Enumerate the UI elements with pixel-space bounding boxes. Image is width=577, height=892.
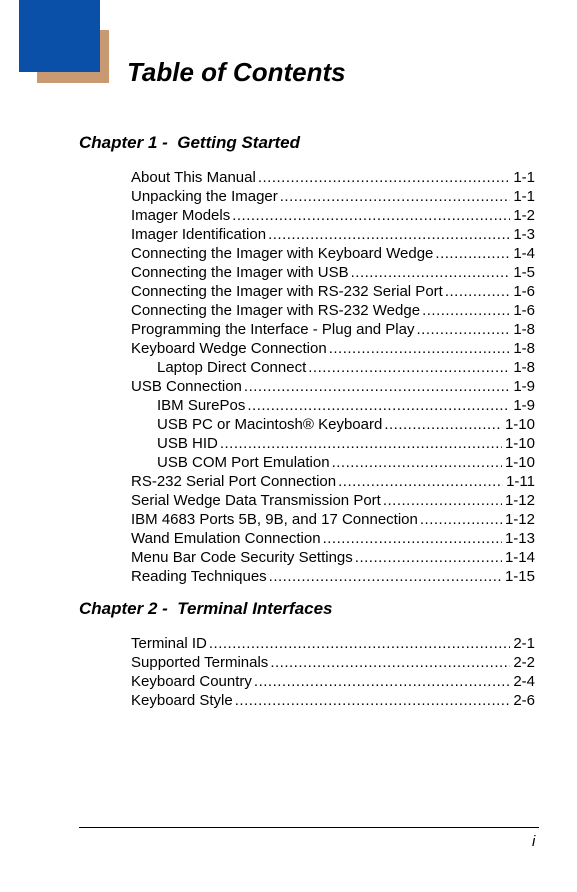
chapter-1-heading: Chapter 1 - Getting Started xyxy=(79,133,301,152)
toc-entry-page: 1-1 xyxy=(513,169,535,186)
page-title: Table of Contents xyxy=(127,57,346,87)
toc-entry-title: Menu Bar Code Security Settings xyxy=(131,549,353,566)
toc-entry-page: 1-15 xyxy=(504,568,535,585)
toc-entry[interactable] xyxy=(131,301,535,320)
toc-entry[interactable] xyxy=(131,244,535,263)
toc-leader-dots xyxy=(416,320,510,339)
toc-entry-title: Imager Models xyxy=(131,207,231,224)
toc-entry-title: Laptop Direct Connect xyxy=(157,359,307,376)
toc-entry-title: Terminal ID xyxy=(131,635,207,652)
toc-subentry[interactable] xyxy=(131,396,535,415)
toc-entry-title: USB COM Port Emulation xyxy=(157,454,330,471)
toc-entry-title: Connecting the Imager with USB xyxy=(131,264,349,281)
toc-entry-title: Wand Emulation Connection xyxy=(131,530,321,547)
chapter-2-entries xyxy=(131,634,535,710)
toc-entry[interactable] xyxy=(131,339,535,358)
toc-leader-dots xyxy=(422,301,510,320)
toc-entry-title: About This Manual xyxy=(131,169,256,186)
toc-subentry[interactable] xyxy=(131,434,535,453)
toc-leader-dots xyxy=(258,168,511,187)
toc-leader-dots xyxy=(338,472,503,491)
toc-entry-title: Reading Techniques xyxy=(131,568,267,585)
chapter-1-entries xyxy=(131,168,535,586)
toc-entry-page: 1-12 xyxy=(504,492,535,509)
footer-rule xyxy=(79,827,539,828)
toc-subentry[interactable] xyxy=(131,358,535,377)
toc-entry-page: 1-12 xyxy=(504,511,535,528)
toc-entry[interactable] xyxy=(131,634,535,653)
toc-entry-page: 1-6 xyxy=(513,283,535,300)
toc-entry-title: USB Connection xyxy=(131,378,242,395)
toc-entry[interactable] xyxy=(131,548,535,567)
page-number: i xyxy=(532,833,536,850)
toc-entry[interactable] xyxy=(131,691,535,710)
toc-leader-dots xyxy=(323,529,502,548)
toc-leader-dots xyxy=(280,187,511,206)
toc-entry-page: 2-2 xyxy=(513,654,535,671)
toc-leader-dots xyxy=(332,453,502,472)
toc-entry-page: 1-8 xyxy=(513,359,535,376)
toc-entry-page: 1-14 xyxy=(504,549,535,566)
toc-entry-page: 1-8 xyxy=(513,321,535,338)
toc-entry-title: Programming the Interface - Plug and Play xyxy=(131,321,415,338)
toc-leader-dots xyxy=(329,339,511,358)
toc-entry-title: Supported Terminals xyxy=(131,654,269,671)
toc-entry-title: Connecting the Imager with Keyboard Wedge xyxy=(131,245,434,262)
toc-entry[interactable] xyxy=(131,282,535,301)
toc-entry-title: Imager Identification xyxy=(131,226,267,243)
toc-leader-dots xyxy=(247,396,510,415)
toc-entry[interactable] xyxy=(131,320,535,339)
toc-leader-dots xyxy=(244,377,510,396)
toc-leader-dots xyxy=(232,206,510,225)
toc-entry-title: RS-232 Serial Port Connection xyxy=(131,473,337,490)
toc-entry[interactable] xyxy=(131,653,535,672)
toc-entry-page: 1-2 xyxy=(513,207,535,224)
toc-entry-page: 2-6 xyxy=(513,692,535,709)
toc-leader-dots xyxy=(308,358,510,377)
toc-entry-page: 2-4 xyxy=(513,673,535,690)
toc-leader-dots xyxy=(235,691,511,710)
toc-leader-dots xyxy=(269,567,502,586)
toc-entry[interactable] xyxy=(131,472,535,491)
toc-entry-page: 1-10 xyxy=(504,416,535,433)
toc-entry-page: 1-9 xyxy=(513,397,535,414)
toc-leader-dots xyxy=(420,510,502,529)
toc-entry-page: 1-9 xyxy=(513,378,535,395)
chapter-2-heading: Chapter 2 - Terminal Interfaces xyxy=(79,599,333,618)
corner-logo-blue-block xyxy=(19,0,100,72)
toc-entry-title: Connecting the Imager with RS-232 Serial Port xyxy=(131,283,443,300)
toc-entry[interactable] xyxy=(131,187,535,206)
toc-entry-title: Keyboard Country xyxy=(131,673,252,690)
toc-subentry[interactable] xyxy=(131,415,535,434)
toc-entry-title: USB PC or Macintosh® Keyboard xyxy=(157,416,383,433)
toc-entry[interactable] xyxy=(131,672,535,691)
toc-leader-dots xyxy=(435,244,510,263)
toc-leader-dots xyxy=(355,548,502,567)
toc-leader-dots xyxy=(220,434,502,453)
toc-entry-page: 1-11 xyxy=(506,473,535,490)
toc-entry-page: 1-10 xyxy=(504,454,535,471)
toc-entry[interactable] xyxy=(131,225,535,244)
toc-entry-title: Keyboard Style xyxy=(131,692,233,709)
toc-leader-dots xyxy=(445,282,510,301)
toc-subentry[interactable] xyxy=(131,453,535,472)
toc-leader-dots xyxy=(384,415,502,434)
toc-entry-title: IBM 4683 Ports 5B, 9B, and 17 Connection xyxy=(131,511,418,528)
toc-entry[interactable] xyxy=(131,491,535,510)
toc-entry-page: 1-6 xyxy=(513,302,535,319)
toc-entry-title: Keyboard Wedge Connection xyxy=(131,340,327,357)
toc-leader-dots xyxy=(209,634,510,653)
toc-entry-page: 1-1 xyxy=(513,188,535,205)
toc-entry[interactable] xyxy=(131,377,535,396)
toc-entry[interactable] xyxy=(131,263,535,282)
toc-entry-page: 2-1 xyxy=(513,635,535,652)
toc-entry[interactable] xyxy=(131,510,535,529)
toc-leader-dots xyxy=(351,263,511,282)
toc-entry[interactable] xyxy=(131,567,535,586)
toc-entry-page: 1-4 xyxy=(513,245,535,262)
toc-entry[interactable] xyxy=(131,529,535,548)
toc-entry-page: 1-5 xyxy=(513,264,535,281)
toc-entry-title: Connecting the Imager with RS-232 Wedge xyxy=(131,302,421,319)
toc-leader-dots xyxy=(270,653,510,672)
toc-entry-title: USB HID xyxy=(157,435,218,452)
toc-entry-page: 1-13 xyxy=(504,530,535,547)
toc-entry-title: Serial Wedge Data Transmission Port xyxy=(131,492,381,509)
toc-entry[interactable] xyxy=(131,168,535,187)
toc-leader-dots xyxy=(254,672,510,691)
toc-entry-title: Unpacking the Imager xyxy=(131,188,278,205)
toc-entry-page: 1-8 xyxy=(513,340,535,357)
toc-entry-page: 1-3 xyxy=(513,226,535,243)
toc-entry-title: IBM SurePos xyxy=(157,397,246,414)
toc-leader-dots xyxy=(268,225,510,244)
toc-entry[interactable] xyxy=(131,206,535,225)
toc-leader-dots xyxy=(383,491,502,510)
toc-entry-page: 1-10 xyxy=(504,435,535,452)
